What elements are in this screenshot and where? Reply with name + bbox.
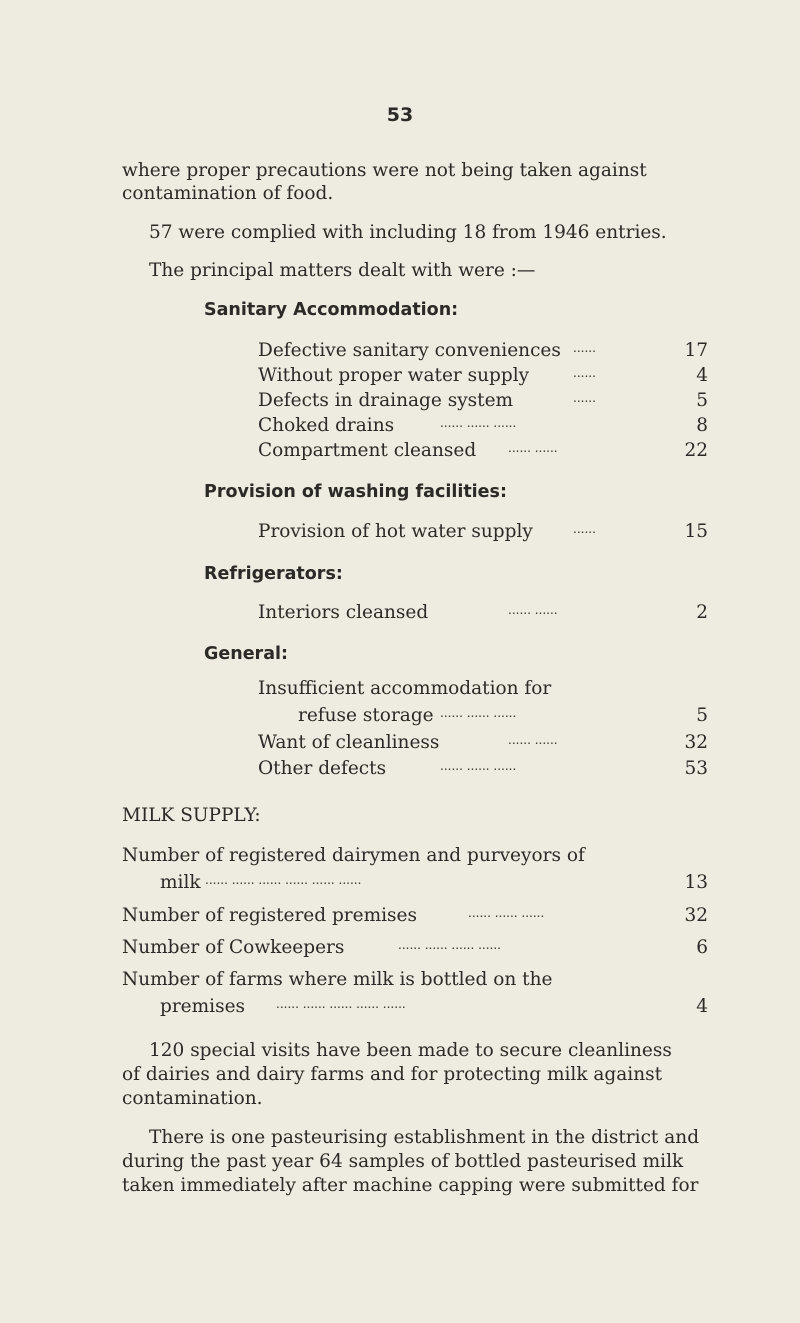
list-item xyxy=(122,939,708,961)
item-label: Compartment cleansed xyxy=(258,440,477,461)
heading-milk-supply: MILK SUPPLY: xyxy=(122,805,261,826)
item-label: premises xyxy=(160,996,246,1017)
item-label: Other defects xyxy=(258,758,387,779)
leader-dots: ...... xyxy=(573,391,596,405)
principal-matters-line: The principal matters dealt with were :— xyxy=(149,260,536,281)
leader-dots: ...... ...... ...... ...... ...... xyxy=(276,997,406,1011)
list-item xyxy=(122,907,708,929)
leader-dots: ...... ...... ...... ...... ...... ...... xyxy=(205,873,362,887)
item-label: Number of Cowkeepers xyxy=(122,937,345,958)
list-item xyxy=(258,392,708,414)
item-count: 2 xyxy=(696,602,708,623)
item-count: 22 xyxy=(684,440,708,461)
leader-dots: ...... ...... ...... xyxy=(440,759,517,773)
pasteurising-paragraph-line-1: There is one pasteurising establishment in the district and xyxy=(149,1127,700,1148)
item-label-line-1: Number of farms where milk is bottled on the xyxy=(122,969,553,990)
item-label: Want of cleanliness xyxy=(258,732,440,753)
item-label-line-1: Insufficient accommodation for xyxy=(258,678,552,699)
list-item xyxy=(258,604,708,626)
item-label: Without proper water supply xyxy=(258,365,530,386)
intro-line-2: contamination of food. xyxy=(122,183,334,204)
list-item xyxy=(258,342,708,364)
item-count: 32 xyxy=(684,905,708,926)
leader-dots: ...... xyxy=(573,522,596,536)
item-label: Number of registered premises xyxy=(122,905,417,926)
visits-paragraph-line-1: 120 special visits have been made to secure cleanliness xyxy=(149,1040,672,1061)
pasteurising-paragraph-line-3: taken immediately after machine capping were submitted for xyxy=(122,1175,699,1196)
leader-dots: ...... ...... ...... xyxy=(440,416,517,430)
list-item xyxy=(258,417,708,439)
item-label: Choked drains xyxy=(258,415,395,436)
list-item xyxy=(298,707,708,729)
heading-general: General: xyxy=(204,644,288,664)
item-label: refuse storage xyxy=(298,705,434,726)
pasteurising-paragraph-line-2: during the past year 64 samples of bottled pasteurised milk xyxy=(122,1151,684,1172)
leader-dots: ...... xyxy=(573,366,596,380)
item-count: 5 xyxy=(696,705,708,726)
leader-dots: ...... ...... xyxy=(508,603,558,617)
heading-sanitary-accommodation: Sanitary Accommodation: xyxy=(204,300,459,320)
item-label: Provision of hot water supply xyxy=(258,521,533,542)
list-item xyxy=(258,367,708,389)
leader-dots: ...... ...... xyxy=(508,441,558,455)
list-item xyxy=(258,442,708,464)
list-item xyxy=(258,523,708,545)
complied-line: 57 were complied with including 18 from 1946 entries. xyxy=(149,222,667,243)
heading-refrigerators: Refrigerators: xyxy=(204,564,343,584)
list-item xyxy=(258,760,708,782)
heading-washing-facilities: Provision of washing facilities: xyxy=(204,482,507,502)
visits-paragraph-line-2: of dairies and dairy farms and for protecting milk against xyxy=(122,1064,663,1085)
item-count: 17 xyxy=(684,340,708,361)
item-label: Defects in drainage system xyxy=(258,390,514,411)
item-count: 15 xyxy=(684,521,708,542)
item-label: Interiors cleansed xyxy=(258,602,429,623)
leader-dots: ...... ...... ...... xyxy=(440,706,517,720)
visits-paragraph-line-3: contamination. xyxy=(122,1088,263,1109)
item-count: 4 xyxy=(696,365,708,386)
leader-dots: ...... xyxy=(573,341,596,355)
item-count: 8 xyxy=(696,415,708,436)
item-count: 4 xyxy=(696,996,708,1017)
page-number: 53 xyxy=(386,104,414,126)
item-label-line-1: Number of registered dairymen and purveyors of xyxy=(122,845,585,866)
item-count: 6 xyxy=(696,937,708,958)
list-item xyxy=(160,998,708,1020)
intro-line-1: where proper precautions were not being taken against xyxy=(122,160,647,181)
leader-dots: ...... ...... ...... ...... xyxy=(398,938,501,952)
item-label: milk xyxy=(160,872,201,893)
list-item xyxy=(160,874,708,896)
item-count: 32 xyxy=(684,732,708,753)
leader-dots: ...... ...... ...... xyxy=(468,906,545,920)
item-count: 53 xyxy=(684,758,708,779)
leader-dots: ...... ...... xyxy=(508,733,558,747)
item-label: Defective sanitary conveniences xyxy=(258,340,561,361)
list-item xyxy=(258,734,708,756)
item-count: 5 xyxy=(696,390,708,411)
item-count: 13 xyxy=(684,872,708,893)
